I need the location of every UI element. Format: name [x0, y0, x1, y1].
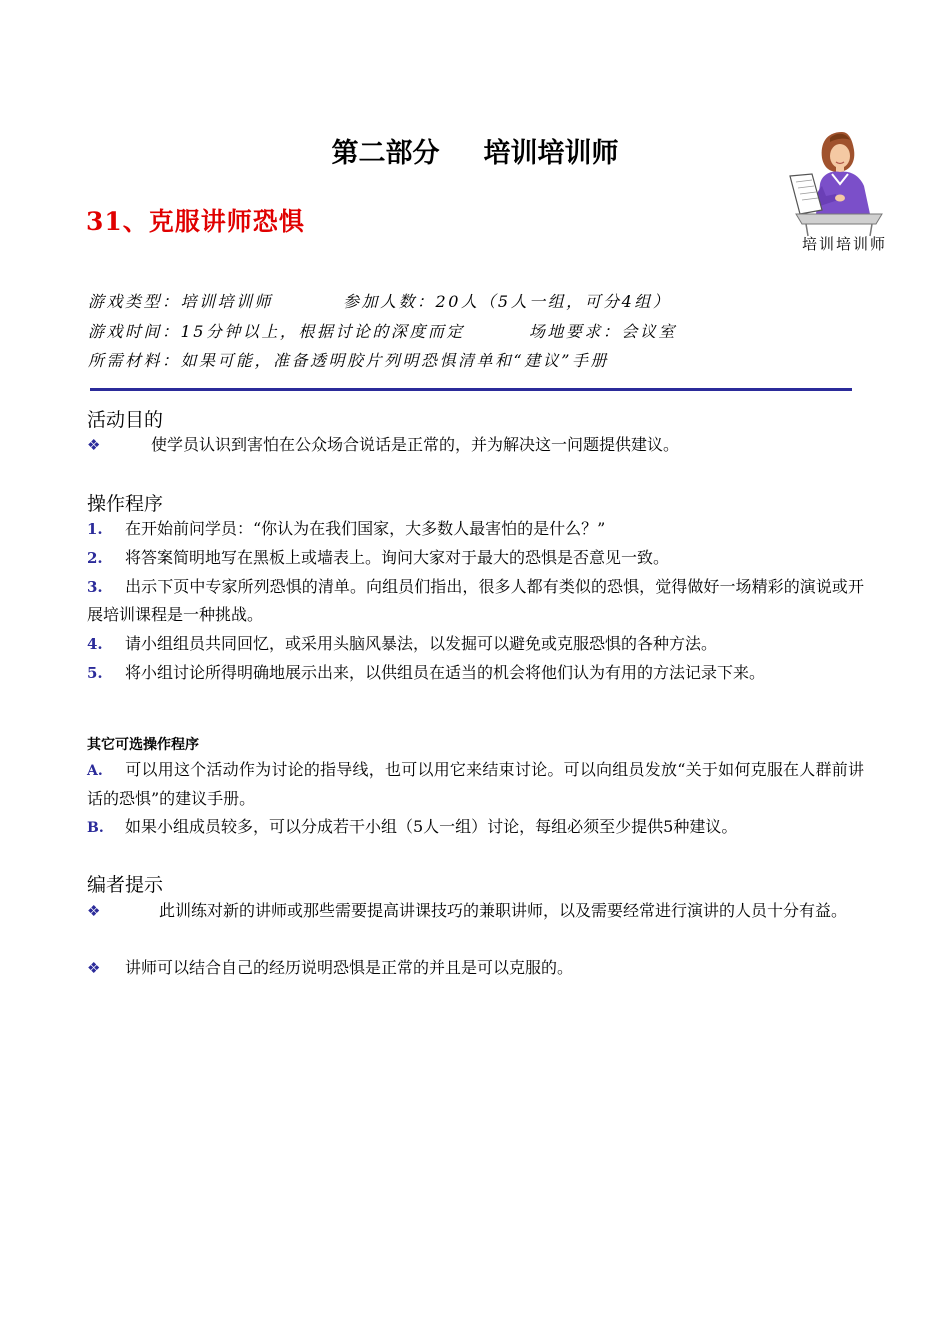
time-label: 游戏时间： [88, 322, 181, 341]
time-value: 15分钟以上，根据讨论的深度而定 [180, 322, 465, 341]
lesson-title: 31、克服讲师恐惧 [86, 207, 305, 236]
part-label: 第二部分 [331, 138, 440, 169]
option-text: 如果小组成员较多，可以分成若干小组（5人一组）讨论，每组必须至少提供5种建议。 [125, 817, 738, 836]
procedure-item-4 [87, 630, 864, 658]
procedure-item-2 [87, 544, 864, 572]
step-text: 将小组讨论所得明确地展示出来，以供组员在适当的机会将他们认为有用的方法记录下来。 [125, 663, 766, 682]
editor-notes-heading: 编者提示 [87, 874, 164, 896]
part-name: 培训培训师 [483, 138, 619, 169]
diamond-bullet-icon: ❖ [87, 959, 101, 977]
editor-note-1 [87, 897, 864, 925]
diamond-bullet-icon: ❖ [87, 902, 101, 920]
step-number: 5. [87, 664, 103, 682]
step-number: 4. [87, 635, 103, 653]
game-type-label: 游戏类型： [88, 292, 181, 311]
step-number: 1. [87, 520, 103, 538]
step-text: 出示下页中专家所列恐惧的清单。向组员们指出，很多人都有类似的恐惧，觉得做好一场精彩的演说或开展培训课程是一种挑战。 [87, 577, 864, 624]
alt-procedure-item-b [87, 813, 864, 842]
step-text: 将答案简明地写在黑板上或墙表上。询问大家对于最大的恐惧是否意见一致。 [125, 548, 670, 567]
alt-procedure-item-a [87, 756, 864, 813]
option-letter: B. [87, 820, 104, 836]
meta-line-time-venue [88, 319, 677, 342]
editor-note-text: 此训练对新的讲师或那些需要提高讲课技巧的兼职讲师，以及需要经常进行演讲的人员十分有益。 [159, 901, 848, 920]
section-divider [90, 388, 852, 391]
step-number: 2. [87, 549, 103, 567]
trainer-illustration [786, 128, 898, 240]
game-type-value: 培训培训师 [180, 292, 274, 311]
materials-label: 所需材料： [88, 351, 181, 370]
alt-procedure-heading: 其它可选操作程序 [87, 737, 199, 753]
meta-line-materials [88, 348, 609, 371]
option-text: 可以用这个活动作为讨论的指导线，也可以用它来结束讨论。可以向组员发放“关于如何克服在人群前讲话的恐惧”的建议手册。 [87, 760, 864, 808]
step-number: 3. [87, 578, 103, 596]
purpose-item [87, 431, 864, 459]
participants-label: 参加人数： [343, 292, 436, 311]
figure-caption: 培训培训师 [802, 235, 888, 253]
procedure-item-3 [87, 573, 864, 629]
venue-value: 会议室 [621, 322, 677, 341]
diamond-bullet-icon: ❖ [87, 436, 101, 454]
procedure-item-1 [87, 515, 864, 543]
step-text: 请小组组员共同回忆，或采用头脑风暴法，以发掘可以避免或克服恐惧的各种方法。 [125, 634, 718, 653]
editor-note-text: 讲师可以结合自己的经历说明恐惧是正常的并且是可以克服的。 [125, 958, 574, 977]
procedure-item-5 [87, 659, 864, 687]
editor-note-2 [87, 954, 864, 982]
participants-value: 20人（5人一组，可分4组） [435, 292, 672, 311]
procedure-heading: 操作程序 [87, 493, 164, 515]
option-letter: A. [87, 763, 103, 779]
purpose-heading: 活动目的 [87, 409, 164, 431]
meta-line-type-participants [88, 289, 671, 312]
step-text: 在开始前问学员：“你认为在我们国家，大多数人最害怕的是什么？” [125, 519, 606, 538]
materials-value: 如果可能，准备透明胶片列明恐惧清单和“建议”手册 [180, 351, 609, 370]
purpose-text: 使学员认识到害怕在公众场合说话是正常的，并为解决这一问题提供建议。 [151, 435, 680, 454]
venue-label: 场地要求： [528, 322, 622, 341]
